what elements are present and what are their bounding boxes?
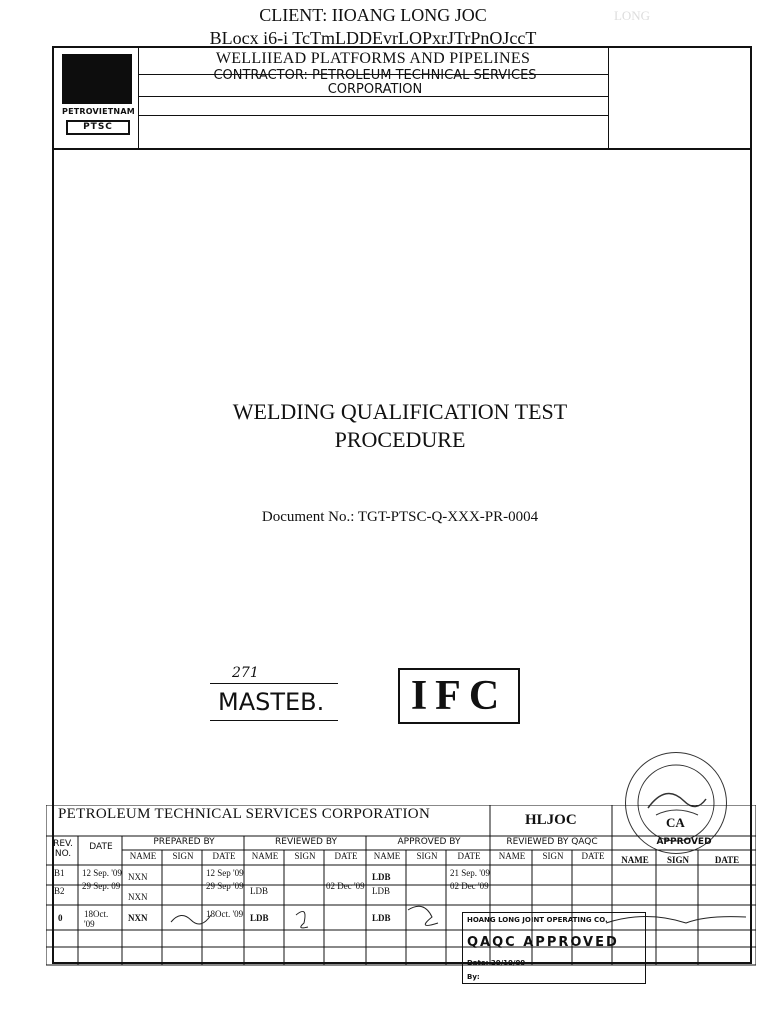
stamp-date: Date: 20/10/09: [467, 959, 526, 967]
sub-date-3: DATE: [457, 851, 481, 861]
seal-ca: CA: [666, 815, 685, 830]
row2-appr-name: LDB: [372, 886, 390, 896]
document-title: [150, 398, 650, 454]
handwritten-number: 271: [232, 665, 259, 681]
stamp-company: HOANG LONG JOINT OPERATING CO.: [467, 916, 608, 924]
contractor-name: CONTRACTOR: PETROLEUM TECHNICAL SERVICES CORPORATION: [213, 68, 537, 97]
row1-date: 12 Sep. '09: [82, 868, 122, 878]
sub-name-1: NAME: [129, 851, 157, 861]
sub-date-2: DATE: [334, 851, 358, 861]
sub-name-4: NAME: [498, 851, 526, 861]
project-name: WELLIIEAD PLATFORMS AND PIPELINES: [215, 50, 531, 67]
sub-date-4: DATE: [581, 851, 605, 861]
sub-sign-2: SIGN: [294, 851, 316, 861]
row2-rev-name: LDB: [250, 886, 268, 896]
row2-appr-date: 02 Dec '09: [450, 881, 489, 891]
master-stamp: [210, 683, 338, 721]
logo-sub: PTSC: [66, 120, 130, 135]
sub-date-1: DATE: [212, 851, 236, 861]
row3-prep-date: 18Oct. '09: [206, 909, 244, 919]
footer-company: PETROLEUM TECHNICAL SERVICES CORPORATION: [58, 806, 431, 822]
row3-rev-name: LDB: [250, 913, 269, 923]
col-approved-client: APPROVED: [656, 837, 712, 847]
qaqc-approval-stamp: [462, 912, 646, 984]
row3-date: 18Oct. '09: [84, 909, 109, 929]
title-line-2: PROCEDURE: [334, 427, 466, 452]
col-reviewed: REVIEWED BY: [275, 837, 337, 847]
row1-prep-date: 12 Sep '09: [206, 868, 244, 878]
row3-rev: 0: [58, 913, 63, 923]
sub-date-5: DATE: [714, 855, 740, 865]
row1-appr-name: LDB: [372, 872, 391, 882]
sub-sign-3: SIGN: [416, 851, 438, 861]
row1-prep-name: NXN: [128, 872, 148, 882]
row3-appr-name: LDB: [372, 913, 391, 923]
sub-name-2: NAME: [251, 851, 279, 861]
row3-prep-name: NXN: [128, 913, 148, 923]
stamp-by: By:: [467, 973, 480, 981]
row2-prep-date: 29 Sep '09: [206, 881, 244, 891]
ifc-stamp: [398, 668, 520, 724]
stamp-approved: QAQC APPROVED: [467, 935, 619, 950]
col-rev: REV. NO.: [53, 839, 73, 859]
master-stamp-text: MASTEB.: [218, 688, 325, 716]
col-date: DATE: [89, 842, 113, 852]
row2-date: 29 Sep. 09: [82, 881, 121, 891]
row2-rev: B2: [54, 886, 65, 896]
sub-name-3: NAME: [373, 851, 401, 861]
row2-prep-name: NXN: [128, 892, 148, 902]
faded-mark: LONG: [613, 8, 651, 23]
row1-rev: B1: [54, 868, 65, 878]
logo-brand: PETROVIETNAM: [62, 107, 135, 116]
footer-client: HLJOC: [525, 812, 577, 828]
col-prepared: PREPARED BY: [153, 837, 215, 847]
col-reviewed-qaqc: REVIEWED BY QAQC: [506, 837, 598, 847]
block-name: BLocx i6-i TcTmLDDEvrLOPxrJTrPnOJccT: [209, 28, 537, 48]
client-name: CLIENT: IIOANG LONG JOC: [259, 5, 487, 25]
ifc-stamp-text: IFC: [410, 673, 508, 719]
sub-name-5: NAME: [621, 855, 649, 865]
sub-sign-4: SIGN: [542, 851, 564, 861]
sub-sign-5: SIGN: [666, 855, 689, 865]
row1-appr-date: 21 Sep. '09: [450, 868, 490, 878]
revision-table-grid: [46, 805, 756, 967]
title-line-1: WELDING QUALIFICATION TEST: [232, 399, 568, 424]
sub-sign-1: SIGN: [172, 851, 194, 861]
row2-rev-date: 02 Dec '09: [326, 881, 365, 891]
col-approved: APPROVED BY: [397, 837, 461, 847]
document-number: Document No.: TGT-PTSC-Q-XXX-PR-0004: [261, 509, 539, 525]
